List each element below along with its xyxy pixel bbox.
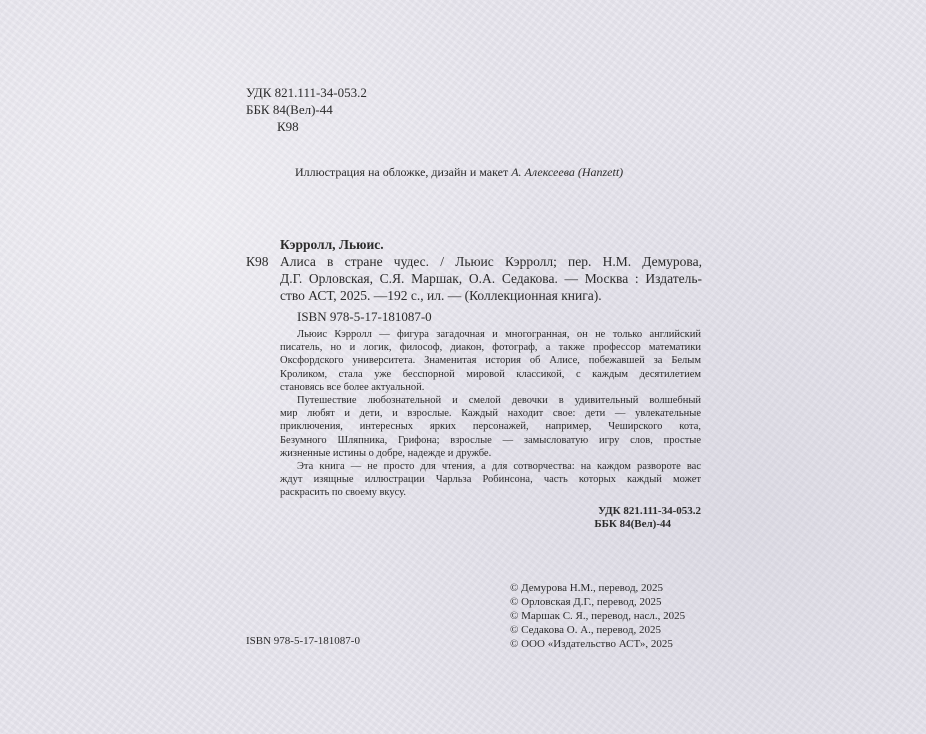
copyright-line: © Орловская Д.Г., перевод, 2025: [510, 596, 662, 608]
annotation-line: Эта книга — не просто для чтения, а для сотворчества: на каждом развороте вас: [297, 461, 701, 473]
annotation-line: Безумного Шляпника, Грифона; взрослые — замысловатую игру слов, простые: [280, 434, 701, 446]
annotation-line: Путешествие любознательной и смелой девочки в удивительный волшебный: [297, 395, 701, 407]
annotation-line: мир любят и дети, и взрослые. Каждый находит свое: дети — увлекательные: [280, 408, 701, 420]
classification-block: [560, 505, 701, 531]
annotation-paragraph-3: [280, 460, 701, 500]
udk-code: УДК 821.111-34-053.2: [246, 85, 367, 100]
annotation-line: раскрасить по своему вкусу.: [280, 487, 406, 499]
classification-header: [246, 84, 367, 135]
illustrator-name: А. Алексеева (Hanzett): [511, 165, 624, 179]
copyright-line: © ООО «Издательство АСТ», 2025: [510, 638, 673, 650]
annotation-line: приключения, интересных ярких персонажей, например, Чеширского кота,: [280, 421, 701, 433]
isbn: ISBN 978-5-17-181087-0: [297, 309, 432, 324]
annotation-line: Льюис Кэрролл — фигура загадочная и многогранная, он не только английский: [297, 329, 701, 340]
entry-line: Д.Г. Орловская, С.Я. Маршак, О.А. Седакова. — Москва : Издатель-: [280, 271, 702, 286]
bibliographic-entry: [246, 236, 702, 304]
bbk-code: ББК 84(Вел)-44: [594, 518, 671, 530]
author-mark: К98: [277, 119, 299, 134]
annotation-line: Кроликом, стала уже бесспорной мировой классикой, с каждым десятилетием: [280, 368, 701, 380]
annotation-line: писатель, но и логик, философ, диакон, фотограф, а также профессор математики: [280, 342, 701, 354]
isbn-footer: ISBN 978-5-17-181087-0: [246, 635, 360, 647]
copyright-line: © Демурова Н.М., перевод, 2025: [510, 582, 664, 594]
copyright-list: [510, 581, 685, 651]
copyright-line: © Маршак С. Я., перевод, насл., 2025: [510, 610, 686, 622]
annotation-line: ждут изящные иллюстрации Чарльза Робинсона, часть которых каждый может: [280, 474, 701, 486]
annotation: [280, 328, 701, 500]
annotation-paragraph-1: [280, 328, 701, 394]
illustration-credit: [295, 165, 623, 180]
udk-code: УДК 821.111-34-053.2: [598, 505, 701, 517]
entry-author: Кэрролл, Льюис.: [280, 237, 384, 252]
annotation-line: становясь все более актуальной.: [280, 381, 425, 393]
entry-row-1: [246, 253, 702, 270]
copyright-line: © Седакова О. А., перевод, 2025: [510, 624, 661, 636]
annotation-line: Оксфордского университета. Знаменитая история об Алисе, побежавшей за Белым: [280, 355, 701, 367]
entry-line: ство АСТ, 2025. —192 с., ил. — (Коллекционная книга).: [280, 288, 602, 303]
entry-row-2: [246, 270, 702, 287]
entry-number: К98: [246, 254, 269, 269]
bbk-code: ББК 84(Вел)-44: [246, 102, 333, 117]
illustration-credit-text: Иллюстрация на обложке, дизайн и макет: [295, 165, 509, 179]
annotation-line: жизненные истины о добре, надежде и дружбе.: [280, 447, 492, 459]
annotation-paragraph-2: [280, 394, 701, 460]
entry-line: Алиса в стране чудес. / Льюис Кэрролл; пер. Н.М. Демурова,: [280, 254, 702, 269]
